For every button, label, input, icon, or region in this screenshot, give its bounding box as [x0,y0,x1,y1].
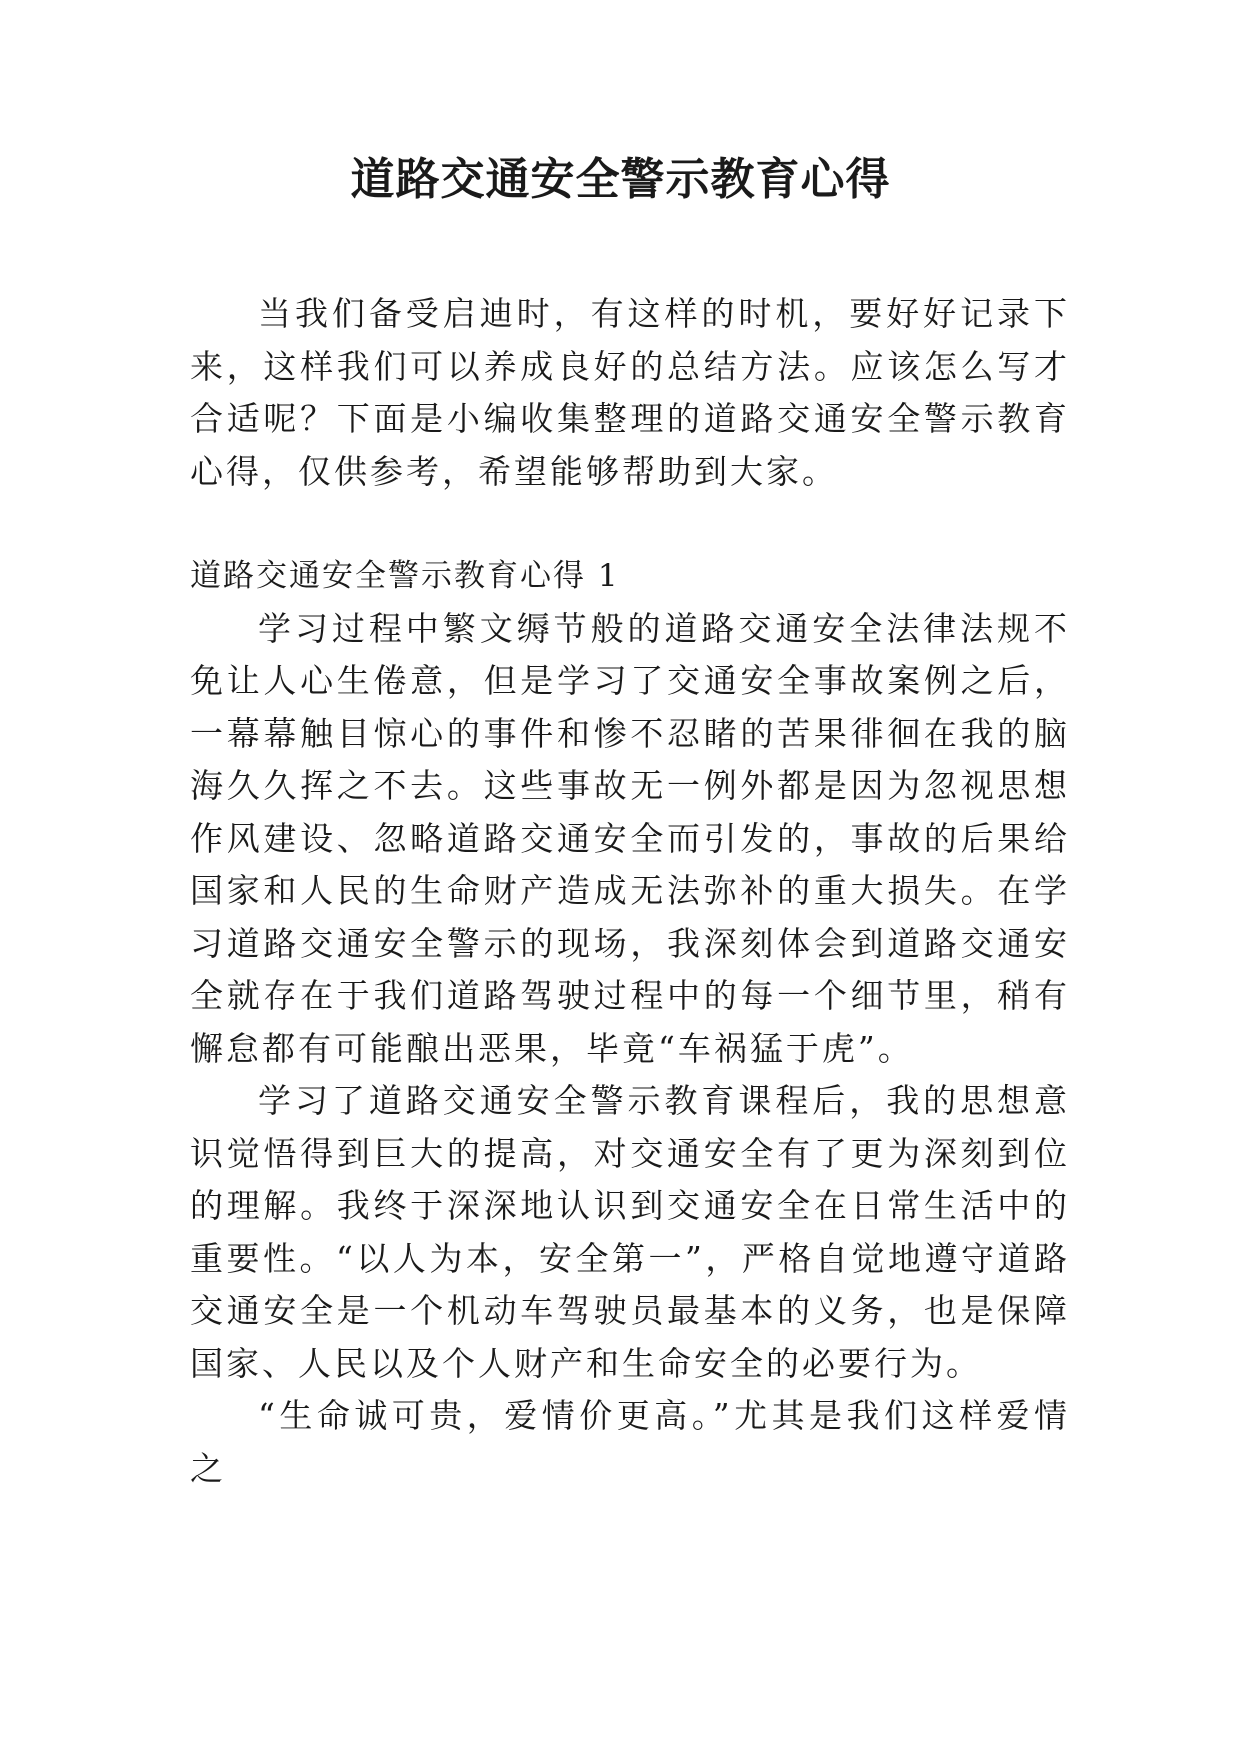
body-paragraph-2: 学习了道路交通安全警示教育课程后，我的思想意识觉悟得到巨大的提高，对交通安全有了更为深刻到位的理解。我终于深深地认识到交通安全在日常生活中的重要性。“以人为本，安全第一”，严格自觉地遵守道路交通安全是一个机动车驾驶员最基本的义务，也是保障国家、人民以及个人财产和生命安全的必要行为。 [190,1081,1070,1383]
intro-paragraph: 当我们备受启迪时，有这样的时机，要好好记录下来，这样我们可以养成良好的总结方法。应该怎么写才合适呢？下面是小编收集整理的道路交通安全警示教育心得，仅供参考，希望能够帮助到大家。 [190,294,1070,491]
body-paragraph-1: 学习过程中繁文缛节般的道路交通安全法律法规不免让人心生倦意，但是学习了交通安全事故案例之后，一幕幕触目惊心的事件和惨不忍睹的苦果徘徊在我的脑海久久挥之不去。这些事故无一例外都是因为忽视思想作风建设、忽略道路交通安全而引发的，事故的后果给国家和人民的生命财产造成无法弥补的重大损失。在学习道路交通安全警示的现场，我深刻体会到道路交通安全就存在于我们道路驾驶过程中的每一个细节里，稍有懈怠都有可能酿出恶果，毕竟“车祸猛于虎”。 [190,608,1070,1068]
document-body [190,288,1070,1495]
body-paragraph-3: “生命诚可贵，爱情价更高。”尤其是我们这样爱情之 [190,1396,1070,1488]
document-title: 道路交通安全警示教育心得 [350,154,891,205]
section-heading: 道路交通安全警示教育心得 1 [190,558,620,594]
